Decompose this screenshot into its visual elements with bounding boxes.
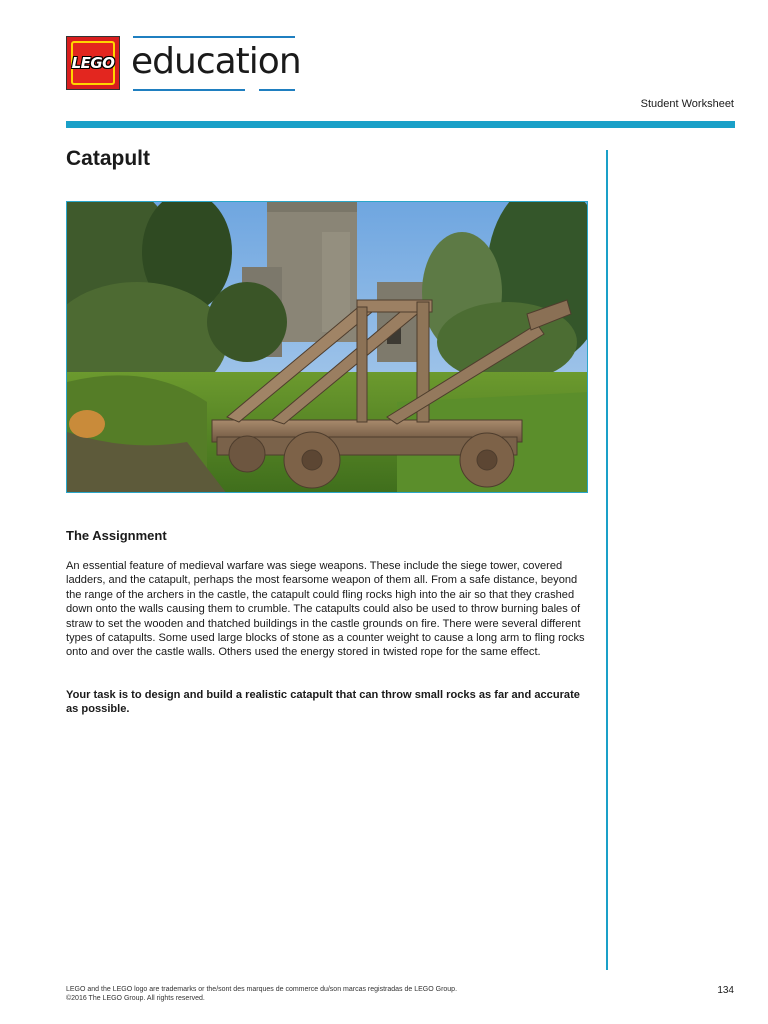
footer-trademark: LEGO and the LEGO logo are trademarks or the/sont des marques de commerce du/son marcas registradas de LEGO Group. (66, 986, 458, 993)
assignment-heading: The Assignment (66, 528, 167, 543)
lego-logo-inner (71, 41, 115, 85)
lego-logo-text: LEGO (71, 54, 115, 72)
assignment-body: An essential feature of medieval warfare was siege weapons. These include the siege tower, covered ladders, and the catapult, perhaps the most fearsome weapon of them all. From a safe distance, beyond the range of the archers in the castle, the catapult could fling rocks high into the air so that they crashed down onto the walls causing them to crumble. The catapults could also be used to throw burning bales of straw to set the wooden and thatched buildings in the castle grounds on fire. There were several different types of catapults. Some used large blocks of stone as a counter weight to cause a long arm to fling rocks onto and over the castle walls. Others used the energy stored in twisted rope for the same effect. (66, 560, 585, 659)
education-wordmark: education (131, 41, 301, 82)
education-rule-bottom-right (259, 89, 295, 91)
footer-copyright: ©2016 The LEGO Group. All rights reserved. (66, 995, 205, 1002)
catapult-photo (66, 201, 588, 493)
page-number: 134 (717, 985, 734, 996)
assignment-task: Your task is to design and build a realistic catapult that can throw small rocks as far and accurate as possible. (66, 689, 580, 716)
margin-rule (606, 150, 608, 970)
education-rule-bottom-left (133, 89, 245, 91)
header-divider (66, 121, 735, 128)
lego-logo (66, 36, 120, 90)
page-title: Catapult (66, 147, 150, 170)
worksheet-label: Student Worksheet (640, 98, 734, 110)
